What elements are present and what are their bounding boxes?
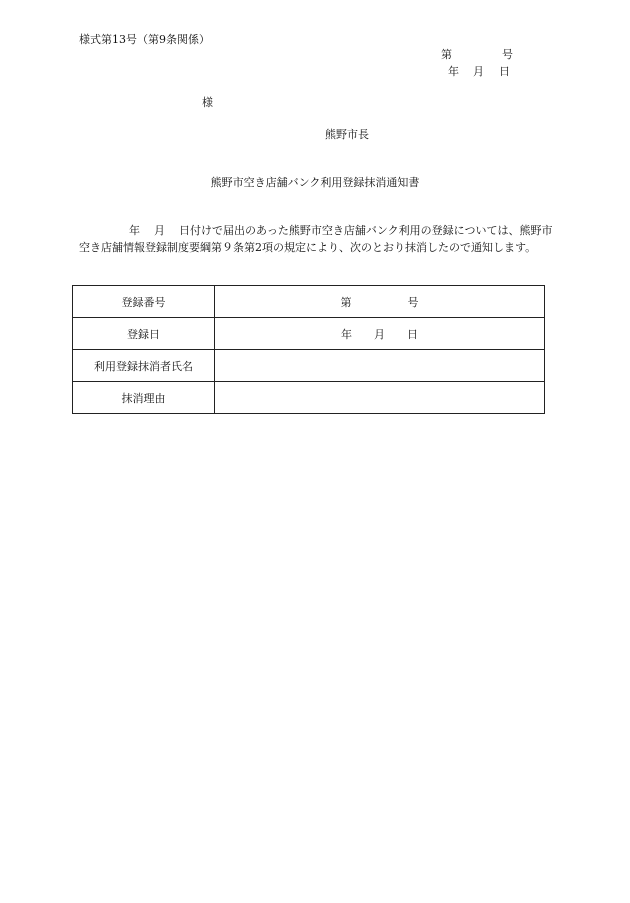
registration-number-cell — [215, 286, 545, 318]
row-label: 利用登録抹消者氏名 — [73, 350, 215, 382]
registration-number-prefix: 第 — [340, 295, 352, 309]
registration-date-year: 年 — [341, 327, 352, 341]
registration-number-suffix: 号 — [407, 295, 419, 309]
table-row — [73, 318, 545, 350]
registration-date-day: 日 — [407, 327, 418, 341]
issue-date-year: 年 — [448, 65, 459, 78]
issue-date-month: 月 — [473, 65, 484, 78]
row-label: 登録番号 — [73, 286, 215, 318]
body-text: 日付けで届出のあった熊野市空き店舗バンク利用の登録については、熊野市空き店舗情報登録制度要綱第９条第2項の規定により、次のとおり抹消したので通知します。 — [79, 224, 553, 254]
sender-mayor: 熊野市長 — [325, 128, 369, 141]
cancelled-user-name-cell — [215, 350, 545, 382]
table-row — [73, 286, 545, 318]
row-label: 登録日 — [73, 318, 215, 350]
registration-date-month: 月 — [374, 327, 385, 341]
notice-body — [79, 222, 553, 256]
registration-table — [72, 285, 545, 414]
body-month: 月 — [154, 224, 165, 237]
body-year: 年 — [129, 224, 140, 237]
row-label: 抹消理由 — [73, 382, 215, 414]
registration-date-cell — [215, 318, 545, 350]
table-row — [73, 350, 545, 382]
document-title: 熊野市空き店舗バンク利用登録抹消通知書 — [210, 176, 420, 189]
issue-date-day: 日 — [499, 65, 510, 78]
cancellation-reason-cell — [215, 382, 545, 414]
form-number-label: 様式第13号（第9条関係） — [79, 33, 210, 46]
document-number-prefix: 第 — [441, 48, 452, 61]
addressee-honorific: 様 — [202, 96, 213, 109]
table-row — [73, 382, 545, 414]
document-number-suffix: 号 — [502, 48, 513, 61]
